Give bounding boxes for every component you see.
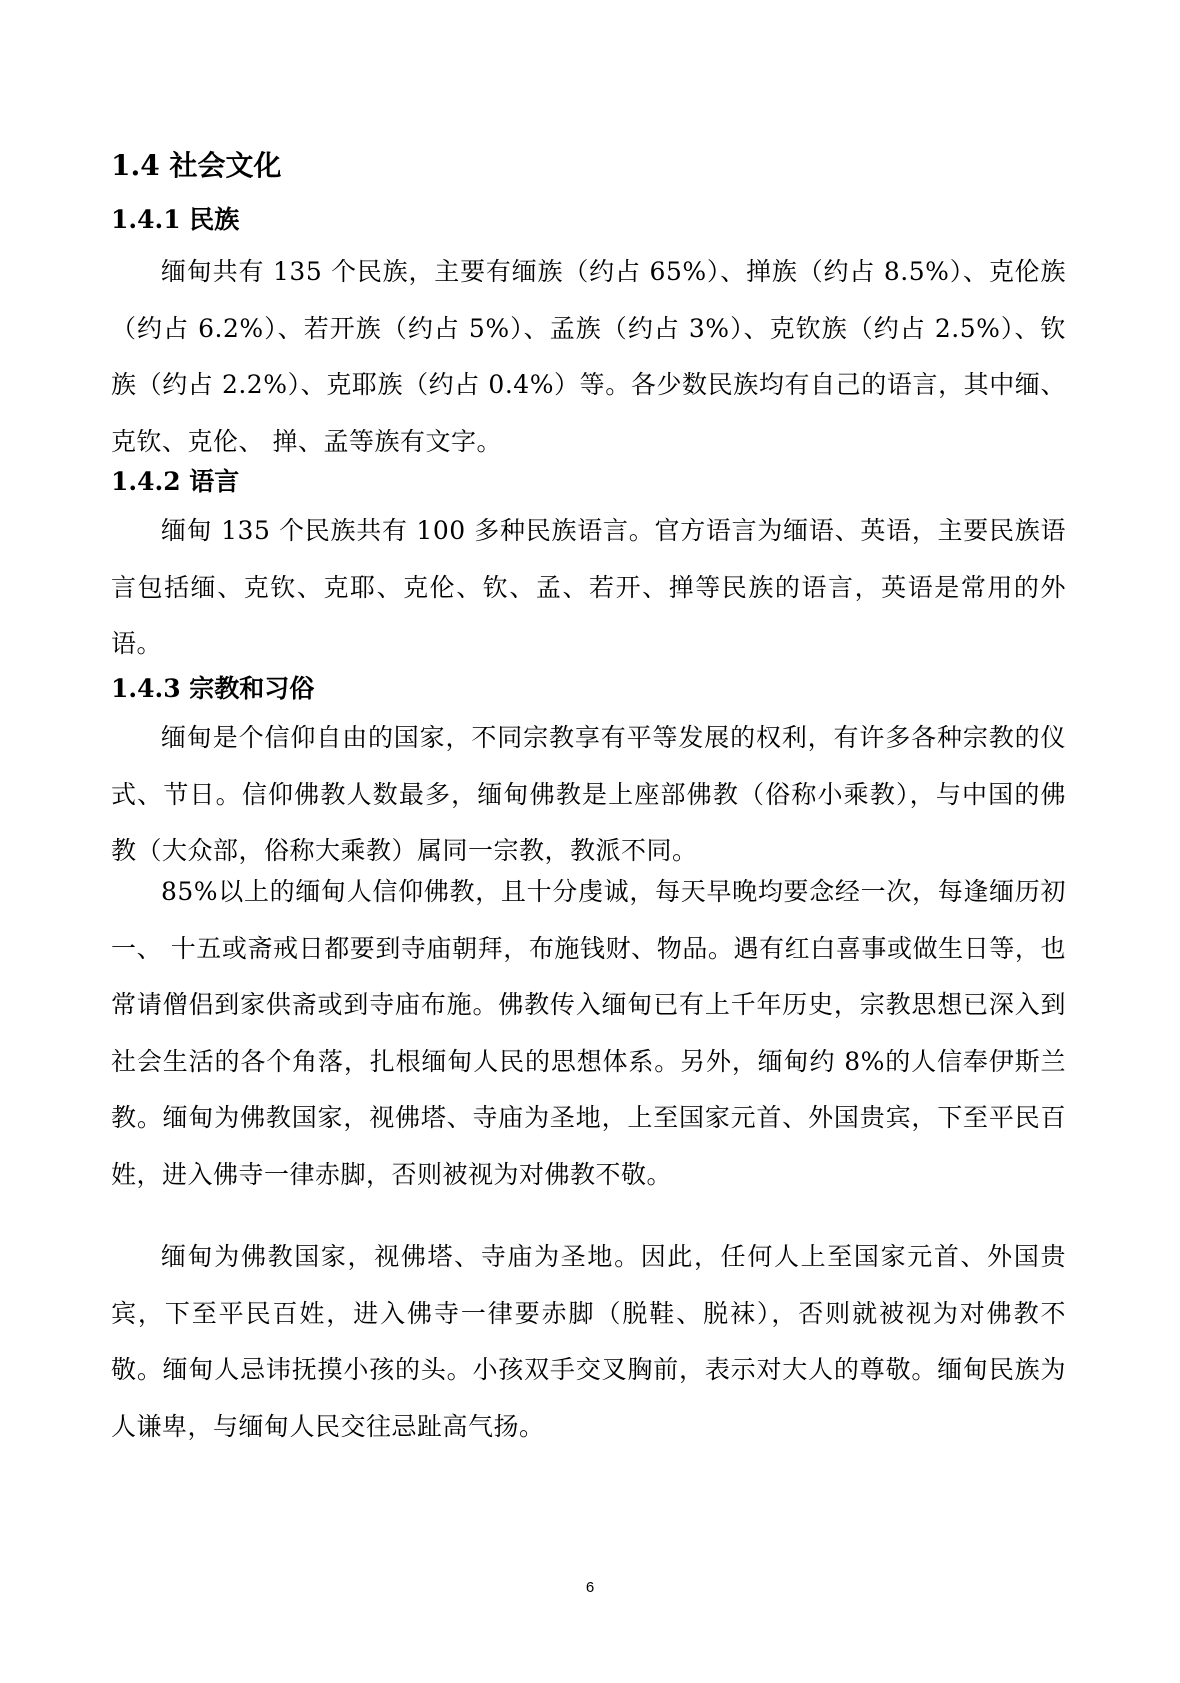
section-heading: 1.4 社会文化 bbox=[111, 149, 282, 182]
paragraph-temple-etiquette: 缅甸为佛教国家，视佛塔、寺庙为圣地。因此，任何人上至国家元首、外国贵宾，下至平民百姓，进入佛寺一律要赤脚（脱鞋、脱袜），否则就被视为对佛教不敬。缅甸人忌讳抚摸小孩的头。小孩双手交叉胸前，表示对大人的尊敬。缅甸民族为人谦卑，与缅甸人民交往忌趾高气扬。 bbox=[111, 1242, 1066, 1441]
subsection-heading-religion-customs: 1.4.3 宗教和习俗 bbox=[111, 674, 315, 703]
paragraph-buddhism-practice: 85%以上的缅甸人信仰佛教，且十分虔诚，每天早晚均要念经一次，每逢缅历初一、 十五或斋戒日都要到寺庙朝拜，布施钱财、物品。遇有红白喜事或做生日等，也常请僧侣到家供斋或到寺庙布施。佛教传入缅甸已有上千年历史，宗教思想已深入到社会生活的各个角落，扎根缅甸人民的思想体系。另外，缅甸约 8%的人信奉伊斯兰教。缅甸为佛教国家，视佛塔、寺庙为圣地，上至国家元首、外国贵宾，下至平民百姓，进入佛寺一律赤脚，否则被视为对佛教不敬。 bbox=[111, 877, 1066, 1189]
paragraph-religion-freedom: 缅甸是个信仰自由的国家，不同宗教享有平等发展的权利，有许多各种宗教的仪式、节日。信仰佛教人数最多，缅甸佛教是上座部佛教（俗称小乘教），与中国的佛教（大众部，俗称大乘教）属同一宗教，教派不同。 bbox=[111, 723, 1066, 865]
paragraph-language: 缅甸 135 个民族共有 100 多种民族语言。官方语言为缅语、英语，主要民族语言包括缅、克钦、克耶、克伦、钦、孟、若开、掸等民族的语言，英语是常用的外语。 bbox=[111, 516, 1066, 658]
page-number: 6 bbox=[585, 1579, 595, 1596]
paragraph-ethnic-groups: 缅甸共有 135 个民族，主要有缅族（约占 65%）、掸族（约占 8.5%）、克伦族（约占 6.2%）、若开族（约占 5%）、孟族（约占 3%）、克钦族（约占 2.5%）、钦族（约占 2.2%）、克耶族（约占 0.4%）等。各少数民族均有自己的语言，其中缅、克钦、克伦、 掸、孟等族有文字。 bbox=[111, 257, 1066, 456]
subsection-heading-ethnic-groups: 1.4.1 民族 bbox=[111, 205, 240, 234]
subsection-heading-language: 1.4.2 语言 bbox=[111, 467, 240, 496]
